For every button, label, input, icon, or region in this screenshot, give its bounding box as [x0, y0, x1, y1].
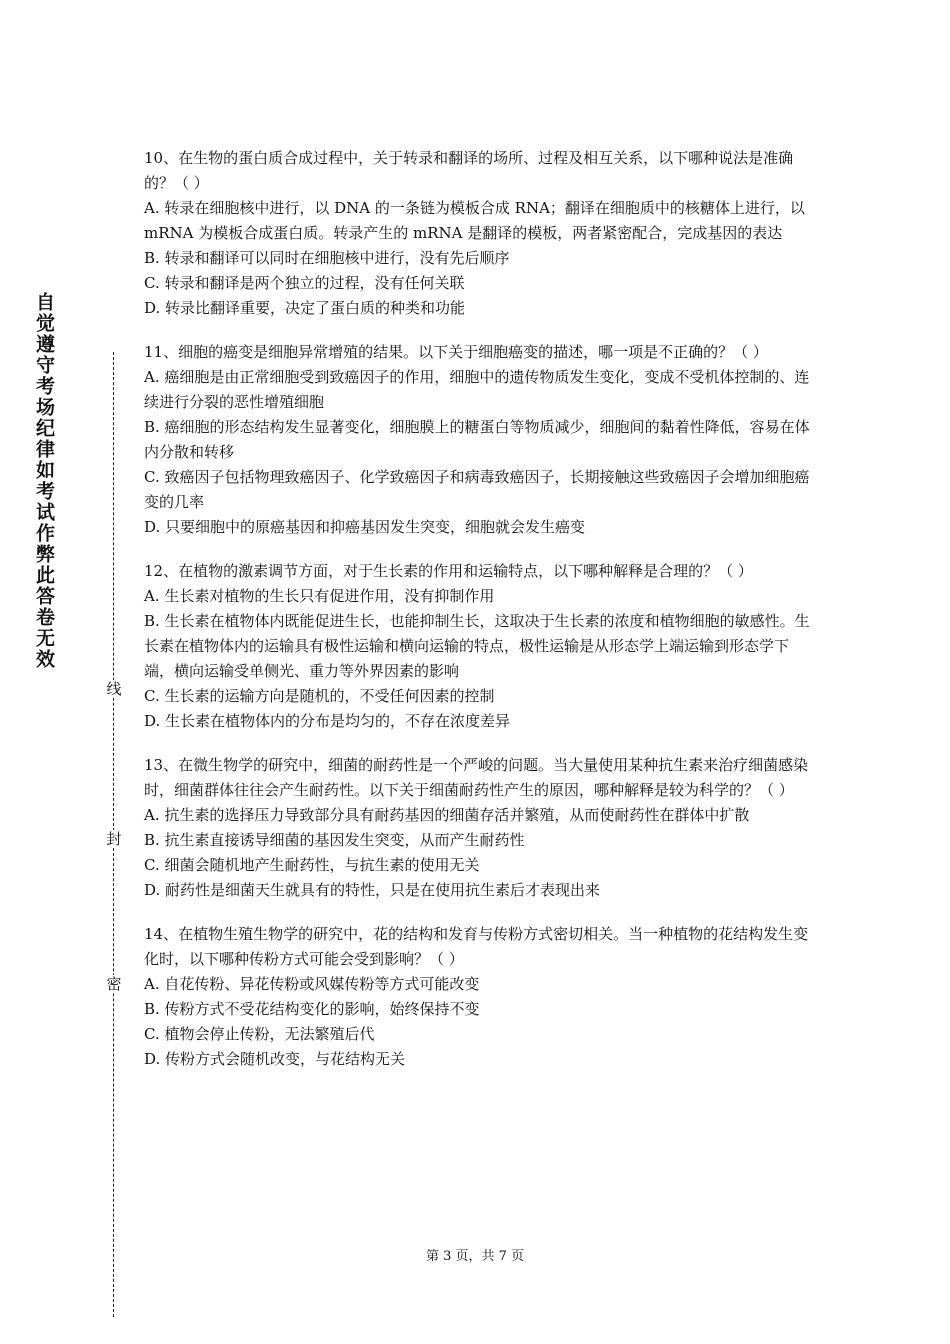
- seal-label-line: 线: [106, 680, 122, 698]
- option-d: D. 耐药性是细菌天生就具有的特性，只是在使用抗生素后才表现出来: [144, 881, 601, 899]
- option-c: C. 生长素的运输方向是随机的，不受任何因素的控制: [144, 687, 495, 705]
- question-stem: 14、在植物生殖生物学的研究中，花的结构和发育与传粉方式密切相关。当一种植物的花结构发生变化时，以下哪种传粉方式可能会受到影响？（ ）: [144, 925, 809, 968]
- question-13: [144, 753, 816, 903]
- question-10: [144, 146, 816, 321]
- question-stem: 13、在微生物学的研究中，细菌的耐药性是一个严峻的问题。当大量使用某种抗生素来治疗细菌感染时，细菌群体往往会产生耐药性。以下关于细菌耐药性产生的原因，哪种解释是较为科学的？（ ）: [144, 756, 809, 799]
- question-14: [144, 922, 816, 1072]
- exam-discipline-notice: 自觉遵守考场纪律如考试作弊此答卷无效: [33, 292, 55, 670]
- seal-label-seal: 封: [106, 830, 122, 848]
- option-a: A. 转录在细胞核中进行，以 DNA 的一条链为模板合成 RNA；翻译在细胞质中的核糖体上进行，以 mRNA 为模板合成蛋白质。转录产生的 mRNA 是翻译的模板，两者紧密配合，完成基因的表达: [144, 199, 805, 242]
- option-b: B. 传粉方式不受花结构变化的影响，始终保持不变: [144, 1000, 480, 1018]
- option-b: B. 生长素在植物体内既能促进生长，也能抑制生长，这取决于生长素的浓度和植物细胞的敏感性。生长素在植物体内的运输具有极性运输和横向运输的特点，极性运输是从形态学上端运输到形态学下端，横向运输受单侧光、重力等外界因素的影响: [144, 612, 810, 680]
- question-11: [144, 340, 816, 540]
- option-a: A. 抗生素的选择压力导致部分具有耐药基因的细菌存活并繁殖，从而使耐药性在群体中扩散: [144, 806, 750, 824]
- option-a: A. 生长素对植物的生长只有促进作用，没有抑制作用: [144, 587, 495, 605]
- option-d: D. 生长素在植物体内的分布是均匀的，不存在浓度差异: [144, 712, 511, 730]
- page-number: 第 3 页，共 7 页: [425, 1249, 525, 1264]
- option-c: C. 致癌因子包括物理致癌因子、化学致癌因子和病毒致癌因子，长期接触这些致癌因子会增加细胞癌变的几率: [144, 468, 810, 511]
- option-c: C. 植物会停止传粉，无法繁殖后代: [144, 1025, 375, 1043]
- option-c: C. 转录和翻译是两个独立的过程，没有任何关联: [144, 274, 465, 292]
- option-d: D. 转录比翻译重要，决定了蛋白质的种类和功能: [144, 299, 466, 317]
- option-a: A. 自花传粉、异花传粉或风媒传粉等方式可能改变: [144, 975, 480, 993]
- question-12: [144, 559, 816, 734]
- option-d: D. 传粉方式会随机改变，与花结构无关: [144, 1050, 406, 1068]
- seal-label-secret: 密: [106, 975, 122, 993]
- question-stem: 12、在植物的激素调节方面，对于生长素的作用和运输特点，以下哪种解释是合理的？（ ）: [144, 562, 753, 580]
- option-b: B. 转录和翻译可以同时在细胞核中进行，没有先后顺序: [144, 249, 510, 267]
- option-b: B. 癌细胞的形态结构发生显著变化，细胞膜上的糖蛋白等物质减少，细胞间的黏着性降低，容易在体内分散和转移: [144, 418, 810, 461]
- option-b: B. 抗生素直接诱导细菌的基因发生突变，从而产生耐药性: [144, 831, 525, 849]
- option-a: A. 癌细胞是由正常细胞受到致癌因子的作用，细胞中的遗传物质发生变化，变成不受机体控制的、连续进行分裂的恶性增殖细胞: [144, 368, 810, 411]
- question-stem: 10、在生物的蛋白质合成过程中，关于转录和翻译的场所、过程及相互关系，以下哪种说法是准确的？（ ）: [144, 149, 794, 192]
- question-list: [144, 146, 816, 1091]
- option-c: C. 细菌会随机地产生耐药性，与抗生素的使用无关: [144, 856, 480, 874]
- question-stem: 11、细胞的癌变是细胞异常增殖的结果。以下关于细胞癌变的描述，哪一项是不正确的？（ ）: [144, 343, 768, 361]
- option-d: D. 只要细胞中的原癌基因和抑癌基因发生突变，细胞就会发生癌变: [144, 518, 586, 536]
